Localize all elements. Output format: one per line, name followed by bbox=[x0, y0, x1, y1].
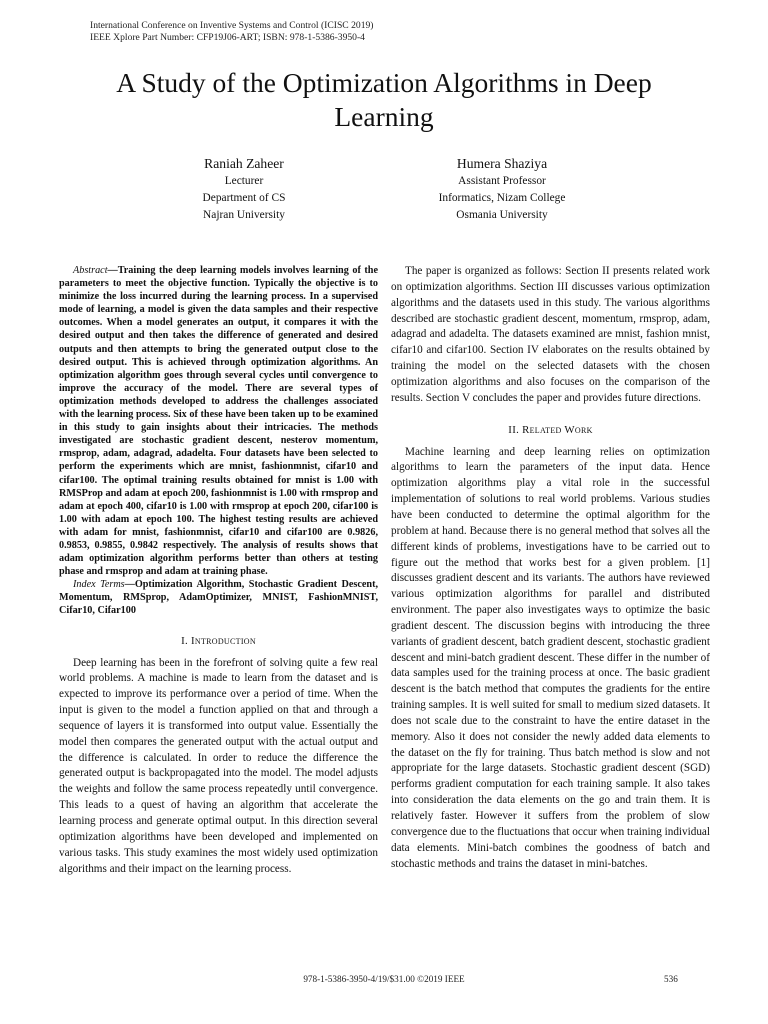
conference-header bbox=[90, 20, 374, 44]
section-numeral: II. bbox=[508, 423, 520, 436]
section-heading-introduction bbox=[59, 634, 378, 648]
author-affiliation: Osmania University bbox=[456, 208, 548, 221]
isbn-line: IEEE Xplore Part Number: CFP19J06-ART; ISBN: 978-1-5386-3950-4 bbox=[90, 32, 365, 43]
title-line-1: A Study of the Optimization Algorithms in Deep bbox=[116, 67, 652, 98]
author-department: Department of CS bbox=[202, 191, 286, 204]
author-department: Informatics, Nizam College bbox=[438, 191, 566, 204]
abstract bbox=[59, 264, 378, 578]
author-role: Assistant Professor bbox=[458, 175, 546, 187]
author-name: Raniah Zaheer bbox=[204, 156, 284, 171]
index-terms-label: Index Terms bbox=[73, 579, 125, 591]
abstract-label: Abstract bbox=[73, 265, 108, 276]
paper-title bbox=[40, 66, 728, 134]
introduction-paragraph: Deep learning has been in the forefront of solving quite a few real world problems. A machine is made to learn from the dataset and is expected to improve its performance over a period of time. When the input is given to the model a function applied on that and through a sequence of layers it is transformed into output value. Essentially the model then compares the generated output with the actual output and the difference is calculated. In order to reduce the difference the generated output is backpropagated into the model. The model adjusts the weights and follow the same process repeatedly until convergence. This leads to a quest of having an algorithm that accelerate the learning process and generate optimal output. In this direction several optimization algorithms have been developed and implemented on various tasks. This study examines the most widely used optimization algorithms and their impact on the learning process. bbox=[59, 656, 378, 875]
page-number: 536 bbox=[664, 974, 678, 984]
copyright-footer: 978-1-5386-3950-4/19/$31.00 ©2019 IEEE bbox=[303, 974, 465, 984]
left-column bbox=[59, 264, 378, 877]
section-numeral: I. bbox=[181, 634, 188, 647]
section-title: Introduction bbox=[190, 634, 256, 647]
index-terms-text: —Optimization Algorithm, Stochastic Gradient Descent, Momentum, RMSprop, AdamOptimizer, MNIST, FashionMNIST, Cifar10, Cifar100 bbox=[59, 579, 379, 617]
abstract-text: —Training the deep learning models involves learning of the parameters to meet the objective function. Typically the objective is to minimize the loss incurred during the learning process. In a supervised mode of learning, a model is given the data samples and their respective outcomes. When a model generates an output, it compares it with the desired output and then takes the difference of generated and desired outputs and then attempts to bring the generated output close to the desired output. This is achieved through optimization algorithms. An optimization algorithm goes through several cycles until convergence to improve the accuracy of the model. There are several types of optimization methods developed to address the challenges associated with the learning process. Six of these have been taken up to be examined in this study to gain insights about their intricacies. The methods investigated are stochastic gradient descent, nesterov momentum, rmsprop, adam, adagrad, adadelta. Four datasets have been selected to perform the experiments which are mnist, fashionmnist, cifar10 and cifar100. The optimal training results obtained for mnist is 1.00 with RMSProp and adam at epoch 200, fashionmnist is 1.00 with rmsprop and adam at epoch 400, cifar10 is 1.00 with rmsprop at epoch 200, cifar100 is 1.00 with adam at epoch 100. The highest testing results are achieved with adam for mnist, fashionmnist, cifar10 and cifar100 are 0.9826, 0.9853, 0.9855, 0.9842 respectively. The analysis of results shows that adam optimization algorithm performs better than others at testing phase and rmsprop and adam at training phase. bbox=[59, 265, 378, 578]
author-name: Humera Shaziya bbox=[456, 156, 548, 171]
conference-name: International Conference on Inventive Systems and Control (ICISC 2019) bbox=[90, 20, 374, 31]
author-affiliation: Najran University bbox=[203, 208, 285, 221]
section-title: Related Work bbox=[522, 423, 593, 436]
right-column bbox=[391, 264, 710, 872]
author-block-1 bbox=[124, 154, 364, 223]
author-role: Lecturer bbox=[224, 175, 264, 187]
related-work-paragraph: Machine learning and deep learning relies on optimization algorithms to learn the parameters of the input data. Hence optimization algorithms play a vital role in the successful implementation of solutions to real world problems. Various studies have been conducted to determine the optimal algorithm for the problem at hand. Because there is no general method that solves all the different kinds of problems, investigations have to be carried out to figure out the method that works best for a given problem. [1] discusses gradient descent and its variants. The authors have reviewed various optimization algorithms for parallel and distributed environment. The paper also investigates ways to optimize the basic gradient descent. The discussion begins with introducing the three variants of gradient descent, batch gradient descent, stochastic gradient descent and mini-batch gradient descent. These differ in the number of data samples used for the training process at once. The basic gradient descent is the batch method that computes the gradients for the entire training samples. It is well suited for small to medium sized datasets. It does not scale due to the constraint to have the entire dataset in the memory. Also it does not consider the newly added data elements to the dataset on the fly for training. Thus batch method is slow and not appropriate for the large datasets. Stochastic gradient descent (SGD) performs gradient computation for each training sample. It also takes into consideration the data elements on the go and train them. It is relatively faster. However it suffers from the problem of slow convergence due to the fluctuations that occur when training individual data elements. Mini-batch combines the goodness of batch and stochastic methods and trains the dataset in mini-batches. bbox=[391, 445, 710, 870]
index-terms bbox=[59, 578, 378, 617]
organization-paragraph: The paper is organized as follows: Section II presents related work on optimization algorithms. Section III discusses various optimization algorithms and the datasets used in this study. The various algorithms described are stochastic gradient descent, momentum, rmsprop, adam, adagrad and adadelta. The datasets examined are mnist, fashion mnist, cifar10 and cifar100. Section IV elaborates on the results obtained by training the model on the selected datasets with the chosen optimization algorithms and also focuses on the comparison of the results. Section V concludes the paper and provides future directions. bbox=[391, 265, 710, 404]
section-heading-related-work bbox=[391, 423, 710, 437]
author-block-2 bbox=[382, 154, 622, 223]
title-line-2: Learning bbox=[334, 101, 434, 132]
